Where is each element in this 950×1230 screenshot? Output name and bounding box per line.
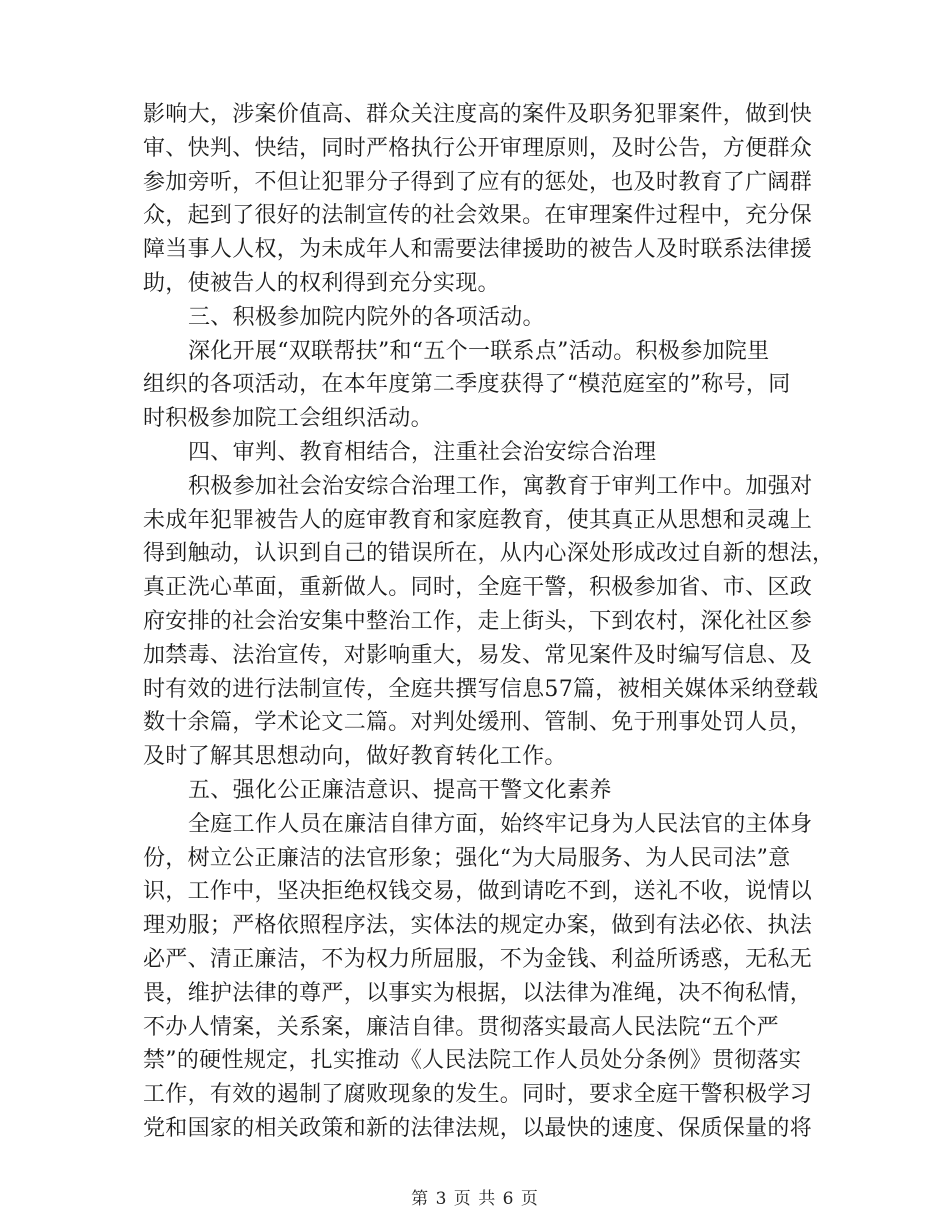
text-line: 识，工作中，坚决拒绝权钱交易，做到请吃不到，送礼不收，说情以 xyxy=(143,879,813,905)
document-body xyxy=(143,98,835,1146)
paragraph-start: 深化开展“双联帮扶”和“五个一联系点”活动。积极参加院里 xyxy=(188,338,770,364)
section-heading-4: 四、审判、教育相结合，注重社会治安综合治理 xyxy=(188,439,657,465)
text-line: 障当事人人权，为未成年人和需要法律援助的被告人及时联系法律援 xyxy=(143,237,813,263)
text-line: 数十余篇，学术论文二篇。对判处缓刑、管制、免于刑事处罚人员， xyxy=(143,710,813,736)
paragraph-start: 积极参加社会治安综合治理工作，寓教育于审判工作中。加强对 xyxy=(188,473,813,499)
text-line: 得到触动，认识到自己的错误所在，从内心深处形成改过自新的想法， xyxy=(143,541,835,567)
paragraph-start: 全庭工作人员在廉洁自律方面，始终牢记身为人民法官的主体身 xyxy=(188,811,813,837)
text-line: 审、快判、快结，同时严格执行公开审理原则，及时公告，方便群众 xyxy=(143,135,813,161)
text-line: 真正洗心革面，重新做人。同时，全庭干警，积极参加省、市、区政 xyxy=(143,575,813,601)
text-line: 理劝服；严格依照程序法，实体法的规定办案，做到有法必依、执法 xyxy=(143,913,813,939)
text-line: 参加旁听，不但让犯罪分子得到了应有的惩处，也及时教育了广阔群 xyxy=(143,169,813,195)
text-line: 助，使被告人的权利得到充分实现。 xyxy=(143,270,500,296)
text-line: 党和国家的相关政策和新的法律法规，以最快的速度、保质保量的将 xyxy=(143,1115,813,1141)
page-number-footer: 第 3 页 共 6 页 xyxy=(411,1189,539,1209)
text-line: 影响大，涉案价值高、群众关注度高的案件及职务犯罪案件，做到快 xyxy=(143,102,813,127)
text-line: 未成年犯罪被告人的庭审教育和家庭教育，使其真正从思想和灵魂上 xyxy=(143,507,813,533)
text-line: 份，树立公正廉洁的法官形象；强化“为大局服务、为人民司法”意 xyxy=(143,845,791,871)
text-line: 必严、清正廉洁，不为权力所屈服，不为金钱、利益所诱惑，无私无 xyxy=(143,946,813,972)
text-line: 加禁毒、法治宣传，对影响重大，易发、常见案件及时编写信息、及 xyxy=(143,642,813,668)
text-line: 时有效的进行法制宣传，全庭共撰写信息57篇，被相关媒体采纳登载 xyxy=(143,676,819,702)
text-line: 众，起到了很好的法制宣传的社会效果。在审理案件过程中，充分保 xyxy=(143,203,813,229)
text-line: 时积极参加院工会组织活动。 xyxy=(143,406,433,432)
text-line: 禁”的硬性规定，扎实推动《人民法院工作人员处分条例》贯彻落实 xyxy=(143,1048,802,1074)
text-line: 及时了解其思想动向，做好教育转化工作。 xyxy=(143,744,567,770)
text-line: 不办人情案，关系案，廉洁自律。贯彻落实最高人民法院“五个严 xyxy=(143,1014,779,1040)
text-line: 府安排的社会治安集中整治工作，走上街头，下到农村，深化社区参 xyxy=(143,608,813,634)
section-heading-5: 五、强化公正廉洁意识、提高干警文化素养 xyxy=(188,777,612,803)
text-line: 组织的各项活动，在本年度第二季度获得了“模范庭室的”称号，同 xyxy=(143,372,791,398)
text-line: 畏，维护法律的尊严，以事实为根据，以法律为准绳，决不徇私情， xyxy=(143,980,813,1006)
text-line: 工作，有效的遏制了腐败现象的发生。同时，要求全庭干警积极学习 xyxy=(143,1082,813,1108)
section-heading-3: 三、积极参加院内院外的各项活动。 xyxy=(188,304,545,330)
